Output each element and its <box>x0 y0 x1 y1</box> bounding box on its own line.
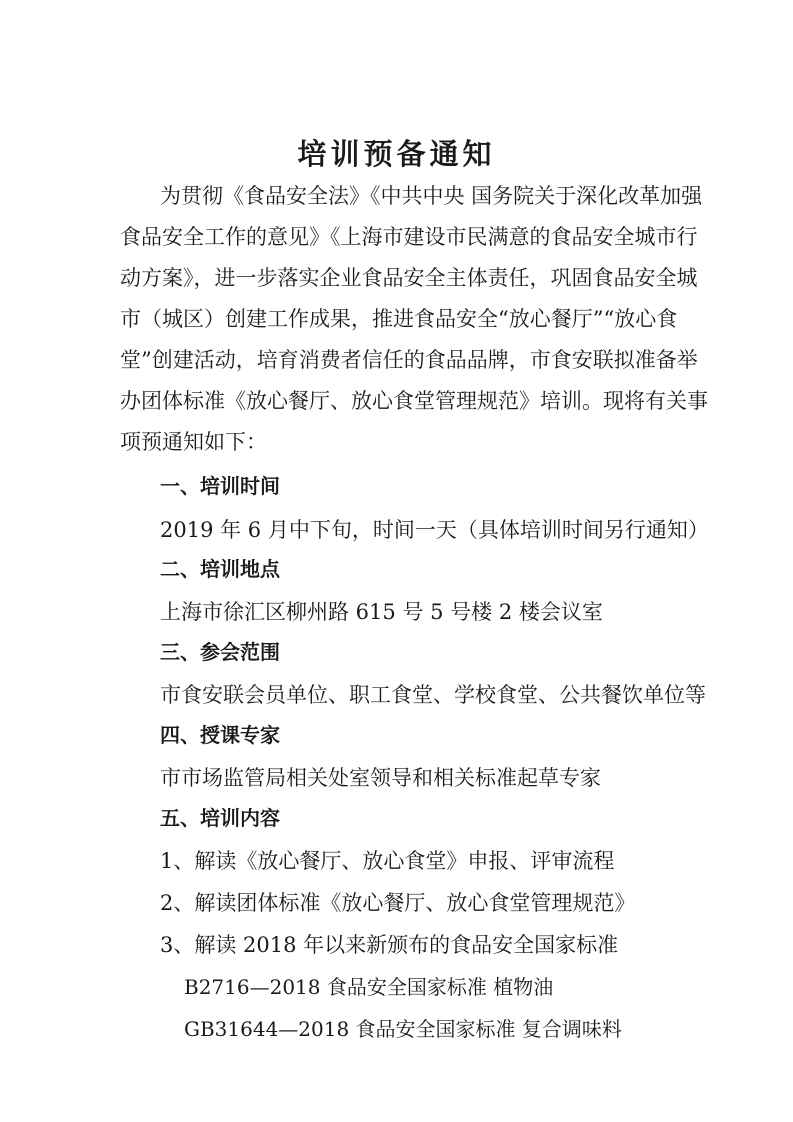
section-content-time: 2019 年 6 月中下旬，时间一天（具体培训时间另行通知） <box>160 518 709 542</box>
section-heading-place: 二、培训地点 <box>160 557 280 581</box>
section-heading-scope: 三、参会范围 <box>160 640 280 664</box>
intro-line: 办团体标准《放心餐厅、放心食堂管理规范》培训。现将有关事 <box>120 389 708 413</box>
standard-item: GB31644—2018 食品安全国家标准 复合调味料 <box>184 1017 622 1041</box>
intro-line: 为贯彻《食品安全法》《中共中央 国务院关于深化改革加强 <box>160 184 703 208</box>
content-item: 3、解读 2018 年以来新颁布的食品安全国家标准 <box>160 933 619 957</box>
intro-line: 食品安全工作的意见》《上海市建设市民满意的食品安全城市行 <box>120 225 698 249</box>
section-heading-experts: 四、授课专家 <box>160 723 280 747</box>
section-content-experts: 市市场监管局相关处室领导和相关标准起草专家 <box>160 766 601 790</box>
section-heading-time: 一、培训时间 <box>160 474 280 498</box>
section-content-scope: 市食安联会员单位、职工食堂、学校食堂、公共餐饮单位等 <box>160 683 706 707</box>
standard-item: B2716—2018 食品安全国家标准 植物油 <box>184 975 554 999</box>
section-heading-content: 五、培训内容 <box>160 806 280 830</box>
intro-paragraph <box>120 176 708 463</box>
content-item: 2、解读团体标准《放心餐厅、放心食堂管理规范》 <box>160 891 636 915</box>
section-content-place: 上海市徐汇区柳州路 615 号 5 号楼 2 楼会议室 <box>160 600 603 624</box>
intro-line: 动方案》，进一步落实企业食品安全主体责任，巩固食品安全城 <box>120 266 698 290</box>
intro-line: 市（城区）创建工作成果，推进食品安全“放心餐厅”“放心食 <box>120 307 678 331</box>
intro-line: 项预通知如下： <box>120 430 267 454</box>
intro-line: 堂”创建活动，培育消费者信任的食品品牌，市食安联拟准备举 <box>120 348 698 372</box>
content-item: 1、解读《放心餐厅、放心食堂》申报、评审流程 <box>160 849 615 873</box>
document-title: 培训预备通知 <box>297 137 496 171</box>
